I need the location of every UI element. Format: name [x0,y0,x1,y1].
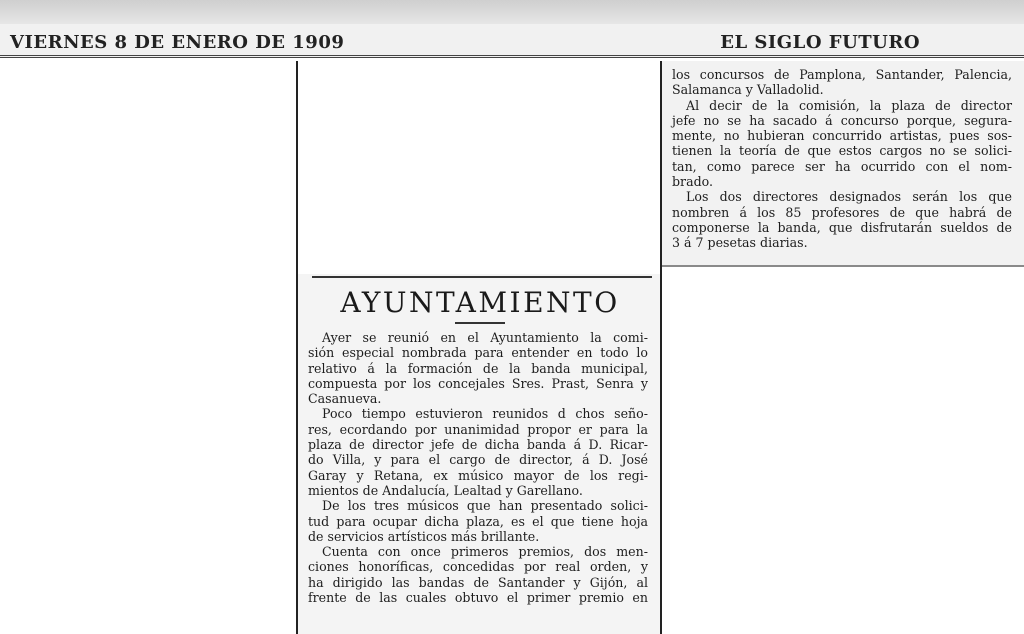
issue-date: VIERNES 8 DE ENERO DE 1909 [10,32,345,53]
continued-article-text [672,67,1012,251]
article-title: AYUNTAMIENTO [340,286,620,319]
article-line: brado. [672,174,714,190]
article-line: sión especial nombrada para entender en todo lo [308,345,648,361]
page-header [0,24,1024,58]
article-line: los concursos de Pamplona, Santander, Palencia, [672,67,1012,82]
article-line: res, ecordando por unanimidad propor er para la [308,421,648,437]
article-line: do Villa, y para el cargo de director, á D. José [308,452,648,468]
article-line: relativo á la formación de la banda municipal, [308,360,648,376]
article-line: ciones honoríficas, concedidas por real orden, y [308,559,648,575]
article-line: componerse la banda, que disfrutarán sueldos de [672,219,1012,235]
article-line: mente, no hubieran concurrido artistas, pues sos- [672,128,1012,144]
article-line: Garay y Retana, ex músico mayor de los regi- [308,467,648,483]
scan-top-margin [0,0,1024,24]
newspaper-name: EL SIGLO FUTURO [720,32,920,53]
article-line: mientos de Andalucía, Lealtad y Garellano. [308,482,583,498]
article-line: plaza de director jefe de dicha banda á D. Ricar- [308,437,648,453]
article-line: de servicios artísticos más brillante. [308,528,540,544]
article-line: Poco tiempo estuvieron reunidos d chos seño- [322,406,648,422]
article-line: ha dirigido las bandas de Santander y Gijón, al [308,574,648,590]
article-line: nombren á los 85 profesores de que habrá de [672,204,1012,220]
article-line: frente de las cuales obtuvo el primer premio en [308,590,648,606]
article-line: tienen la teoría de que estos cargos no se solici- [672,143,1012,159]
article-line: compuesta por los concejales Sres. Prast, Senra y [308,375,648,391]
article-line: tan, como parece ser ha ocurrido con el nom- [672,158,1012,174]
continued-article-column [662,61,1024,267]
article-line: Cuenta con once primeros premios, dos men- [322,544,648,560]
article-line: jefe no se ha sacado á concurso porque, segura- [672,112,1012,128]
left-column-blank [0,61,296,634]
article-line: Salamanca y Valladolid. [672,82,824,98]
title-underline [455,322,505,324]
article-line: Los dos directores designados serán los que [686,189,1012,205]
article-line: Al decir de la comisión, la plaza de director [686,97,1012,113]
article-line: tud para ocupar dicha plaza, es el que tiene hoja [308,513,648,529]
article-body [308,330,648,605]
article-line: Casanueva. [308,391,382,407]
section-divider [312,276,652,278]
article-line: De los tres músicos que han presentado solici- [322,498,648,514]
article-line: Ayer se reunió en el Ayuntamiento la comi- [322,330,648,345]
article-line: 3 á 7 pesetas diarias. [672,235,808,251]
